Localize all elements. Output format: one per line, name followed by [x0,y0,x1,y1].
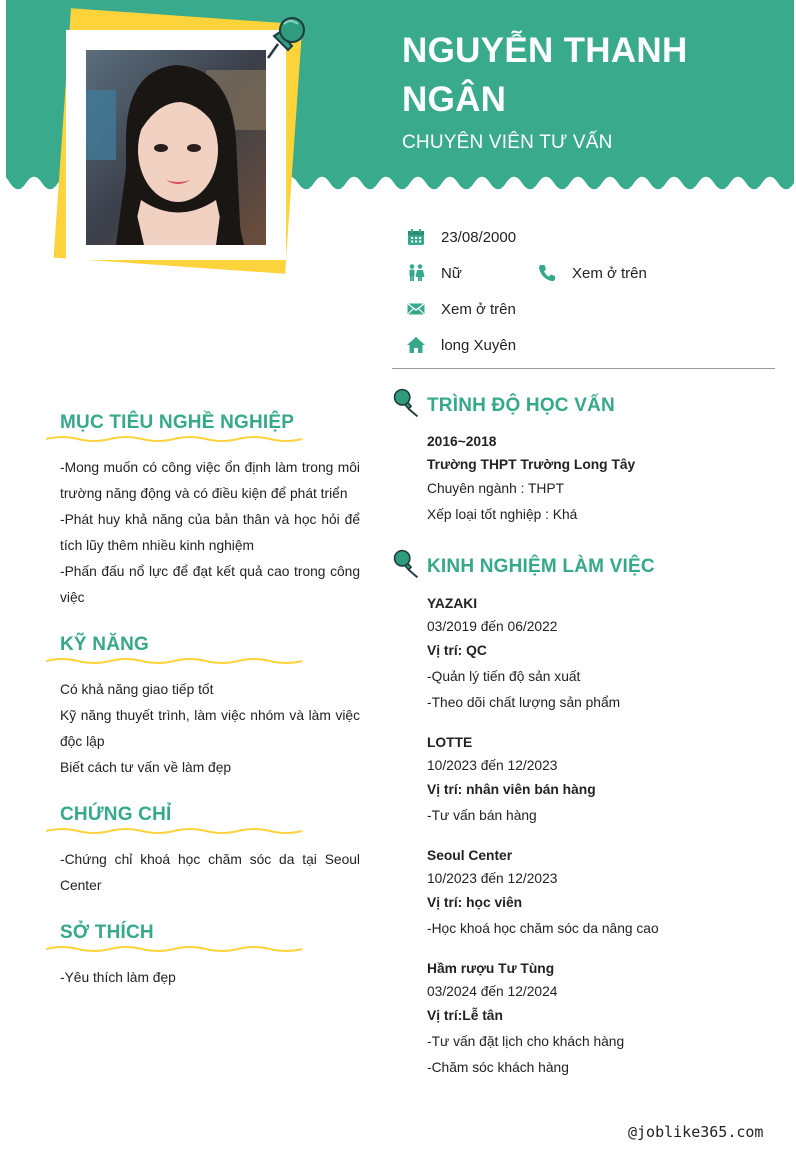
job-task: -Chăm sóc khách hàng [427,1060,569,1075]
profile-photo-block [44,10,314,280]
phone-icon [537,263,557,283]
job-entry [427,731,767,829]
hobby-line: -Yêu thích làm đẹp [60,970,176,985]
contact-gender [406,263,462,283]
education-school: Trường THPT Trường Long Tây [427,457,636,472]
job-period: 03/2024 đến 12/2024 [427,984,558,999]
job-entry [427,957,767,1081]
job-position: Vị trí: QC [427,643,487,658]
experience-heading: KINH NGHIỆM LÀM VIỆC [427,556,655,577]
objective-line: -Phấn đấu nổ lực để đạt kết quả cao trong công việc [60,564,360,605]
skills-heading: KỸ NĂNG [60,634,150,655]
job-task: -Tư vấn đặt lịch cho khách hàng [427,1034,625,1049]
job-position: Vị trí: nhân viên bán hàng [427,782,596,797]
contact-birthday [406,227,516,247]
job-entry [427,844,767,942]
job-task: -Học khoá học chăm sóc da nâng cao [427,921,659,936]
envelope-icon [406,299,426,319]
job-company: Seoul Center [427,848,513,863]
calendar-icon [406,227,426,247]
job-position: Vị trí: học viên [427,895,523,910]
objective-squiggle [46,434,304,444]
hobbies-heading: SỞ THÍCH [60,922,154,943]
phone-value: Xem ở trên [572,264,647,282]
certificates-squiggle [46,826,304,836]
address-value: long Xuyên [441,336,517,354]
certificates-heading: CHỨNG CHỈ [60,804,172,825]
certificates-text [60,847,360,899]
job-entry [427,592,767,716]
job-company: YAZAKI [427,596,478,611]
photo-frame [66,30,286,260]
skill-line: Có khả năng giao tiếp tốt [60,682,214,697]
watermark: @joblike365.com [628,1123,764,1141]
job-period: 03/2019 đến 06/2022 [427,619,558,634]
job-company: LOTTE [427,735,473,750]
gender-value: Nữ [441,264,462,282]
skills-text [60,677,360,781]
certificate-line: -Chứng chỉ khoá học chăm sóc da tại Seoul Center [60,852,360,893]
education-heading: TRÌNH ĐỘ HỌC VẤN [427,395,615,416]
job-company: Hầm rượu Tư Tùng [427,961,555,976]
experience-pushpin-icon [392,549,420,579]
objective-line: -Phát huy khả năng của bản thân và học hỏi để tích lũy thêm nhiều kinh nghiệm [60,512,360,553]
job-task: -Quản lý tiến độ sản xuất [427,669,581,684]
job-position: Vị trí:Lễ tân [427,1008,503,1023]
profile-photo [86,50,266,245]
education-period: 2016~2018 [427,434,497,449]
contact-divider [392,368,775,369]
education-pushpin-icon [392,388,420,418]
contact-address [406,335,516,355]
skills-squiggle [46,656,304,666]
hobbies-squiggle [46,944,304,954]
gender-icon [406,263,426,283]
job-period: 10/2023 đến 12/2023 [427,871,558,886]
contact-email [406,299,516,319]
email-value: Xem ở trên [441,300,516,318]
birthday-value: 23/08/2000 [441,228,517,246]
education-block [427,430,767,528]
candidate-title: CHUYÊN VIÊN TƯ VẤN [402,132,613,153]
job-period: 10/2023 đến 12/2023 [427,758,558,773]
objective-text [60,455,360,611]
job-task: -Tư vấn bán hàng [427,808,537,823]
skill-line: Biết cách tư vấn về làm đẹp [60,760,232,775]
education-grade: Xếp loại tốt nghiệp : Khá [427,507,578,522]
education-major: Chuyên ngành : THPT [427,481,565,496]
objective-line: -Mong muốn có công việc ổn định làm trong môi trường năng động và có điều kiện để phát triển [60,460,360,501]
skill-line: Kỹ năng thuyết trình, làm việc nhóm và làm việc độc lập [60,708,360,749]
objective-heading: MỤC TIÊU NGHỀ NGHIỆP [60,412,295,433]
pushpin-icon [266,14,310,65]
contact-phone [537,263,647,283]
home-icon [406,335,426,355]
hobbies-text [60,965,360,991]
candidate-name: NGUYỄN THANH NGÂN [402,31,688,119]
job-task: -Theo dõi chất lượng sản phẩm [427,695,621,710]
